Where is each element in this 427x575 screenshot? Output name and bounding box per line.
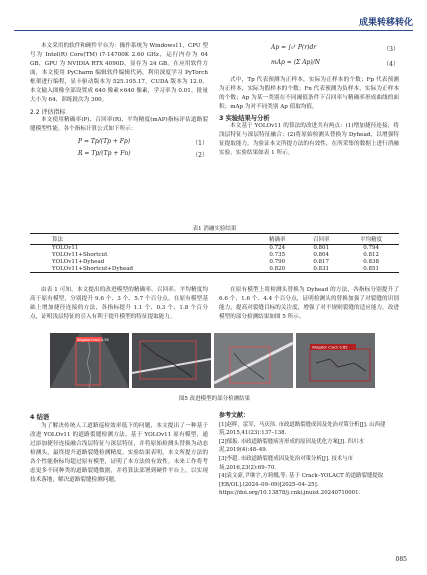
improvement-paragraph: 本文基于 YOLOv11 的算法的改进共有两点：(1)增加捷径连接，将浅层特征与深层特征融合；(2)将原始检测头替换为 Dyhead，以增强特征提取能力。为验证本文所提方法的有效性，在所采集的数据上进行消融实验。实验结果如表 1 所示。	[219, 123, 399, 156]
conclusion-text: 为了解决传统人工道路巡检效率低下的问题，本文提出了一种基于改进 YOLOv11 的道路裂缝检测方法。基于 YOLOv11 原有模型，通过添加捷径连接融合浅层特征与深层特征，并将原始检测头替换为动态检测头，最终提升道路裂缝检测精度。实验结果表明，本文所提方法的各个性能指标均超过原有模型，证明了本方法的有效性。未来工作将考虑更多不同种类的道路裂缝数据，并将算法部署到硬件平台上，以实现技术落地，解决道路裂缝检测问题。	[30, 423, 208, 483]
detection-label-2: Alligator Crack 0.85	[312, 345, 348, 350]
header-rule	[14, 30, 413, 31]
equation-1-formula: P = Tp/(Tp + Fp)	[78, 138, 131, 145]
table-header-cell: 算法	[30, 234, 255, 245]
detection-label-1: AlligatorCrack 0.58	[77, 337, 109, 342]
equation-2-formula: R = Tp/(Tp + Fn)	[78, 150, 131, 157]
journal-section-title: 成果转移转化	[358, 18, 413, 28]
table-row	[30, 265, 399, 272]
table-header-cell: 召回率	[299, 234, 343, 245]
platform-paragraph: 本文采用的软件和硬件平台为：操作系统为 Windows11，CPU 型号为 Intel(R) Core(TM) i7-14700K 2.60 GHz，运行内存为 64 GB，GPU 为 NVIDIA RTX 4090D，显存为 24 GB。在应用软件方面，本文使用 PyCharm 编辑软件编辑代码，利用深度学习 PyTorch 框架进行编程，显卡驱动版本为 525.105.17，CUDA 版本为 12.0。本文输入图像全部设置成 640 像素×640 像素，学习率为 0.01，批量大小为 64，训练批次为 300。	[30, 43, 208, 103]
table-cell: 0.801	[313, 245, 330, 252]
detection-figure	[50, 333, 377, 389]
analysis-left	[30, 286, 208, 322]
table-row	[30, 259, 399, 266]
equation-1-number: （1）	[192, 140, 208, 147]
table-cell: YOLOv11+Shortcut+Dyhead	[30, 265, 255, 272]
conclusion	[30, 412, 208, 485]
equation-4	[219, 59, 399, 68]
conclusion-heading: 4 结语	[30, 414, 50, 421]
analysis-right	[219, 286, 399, 322]
reference-item: [2]郁振. 市政道路裂缝病害形成的原因及优化方案[J]. 四川水泥,2019(4):48–49.	[219, 438, 364, 454]
equation-3-number: （3）	[383, 46, 399, 53]
equation-4-formula: mAp = (Σ Ap)/N	[271, 59, 320, 66]
table-cell: 0.831	[299, 265, 343, 272]
table-row	[30, 252, 399, 259]
references-heading: 参考文献：	[219, 412, 250, 419]
table-cell: 0.804	[313, 252, 330, 259]
references	[219, 412, 399, 498]
table-cell: 0.838	[363, 258, 379, 265]
detection-image-3	[214, 333, 293, 388]
variable-definitions: 式中，Tp 代表预测为正样本，实际为正样本的个数；Fp 代表预测为正样本，实际为假样本的个数；Fn 代表预测为负样本，实际为正样本的个数；Ap 为某一类别在不同阈值条件下召回率与精确率形成曲线的面积；mAp 为对不同类别 Ap 值取均值。	[219, 77, 399, 110]
analysis-paragraph-right: 在原有模型上将检测头替换为 Dyhead 的方法，各指标分别提升了 6.6 个、1.6 个、4.4 个百分点，证明检测头的替换加强了对裂缝的识别能力，提高对裂缝目标的关注度，增强了对不规则裂缝的适应能力。改进模型的部分检测结果如图 5 所示。	[219, 287, 399, 320]
right-column	[219, 42, 399, 158]
table-cell: 0.724	[269, 245, 286, 252]
equation-2	[30, 150, 208, 159]
equation-1	[30, 138, 208, 147]
table-cell: YOLOv11+Shortcut	[52, 252, 108, 259]
detection-image-4	[296, 333, 375, 388]
ablation-table	[30, 233, 399, 273]
table-cell: 0.735	[269, 252, 286, 259]
table-header-cell: 精确率	[255, 234, 299, 245]
table-cell: YOLOv11	[52, 245, 79, 252]
equation-3	[219, 44, 399, 53]
figure-caption: 图5 改进模型的部分检测结果	[178, 396, 251, 402]
reference-item: [3]李超. 市政道路裂缝成因及处治对策分析[J]. 技术与市场,2016,23(2):69–70.	[219, 455, 354, 471]
table-row	[30, 245, 399, 252]
results-heading: 3 实验结果与分析	[219, 115, 270, 122]
table-cell: YOLOv11+Dyhead	[52, 258, 105, 265]
equation-4-number: （4）	[383, 61, 399, 68]
table-cell: 0.817	[313, 258, 330, 265]
reference-item: [4]袁文豪,尹继宇,方莉娜,等. 基于 Crack–YOLACT 的道路裂缝提取[EB/OL].(2024–09–09)[2025–04–25]. https://doi.org/10.13878/j.cnki.jnuist.20240710001.	[219, 473, 384, 497]
analysis-paragraph-left: 由表 1 可知，本文提出的改进模型的精确率、召回率、平均精度均高于原有模型，分别提升 9.6 个、3 个、5.7 个百分点。在原有模型基础上增加捷径连接的方法，各指标提升 1.1 个、0.3 个、1.8 个百分点，证明浅层特征的引入有利于提升模型的特征提取能力。	[30, 287, 208, 320]
table-cell: 0.794	[363, 245, 379, 252]
metrics-subheading: 2.2 评估指标	[30, 109, 66, 116]
table-header-cell: 平均精度	[343, 234, 399, 245]
left-column	[30, 42, 208, 159]
table-cell: 0.812	[363, 252, 379, 259]
table-cell: 0.820	[255, 265, 299, 272]
table-cell: 0.790	[269, 258, 286, 265]
equation-2-number: （2）	[192, 152, 208, 159]
equation-3-formula: Ap = ∫₀¹ P(r)dr	[271, 44, 317, 51]
page-number: 085	[395, 556, 407, 563]
table-cell: 0.851	[343, 265, 399, 272]
reference-item: [1]赵晖，雷军，马庆伟. 市政道路裂缝成因及处治对策分析[J]. 山西建筑,2015,41(23):137–138.	[219, 421, 386, 437]
detection-image-2	[132, 333, 211, 388]
metrics-paragraph: 本文使用精确率(P)、召回率(R)、平均精度(mAP)指标评估道路裂缝模型性能。各个指标计算公式如下所示：	[30, 117, 208, 132]
detection-image-1	[50, 333, 129, 388]
table-caption: 表1 消融实验结果	[192, 226, 237, 232]
